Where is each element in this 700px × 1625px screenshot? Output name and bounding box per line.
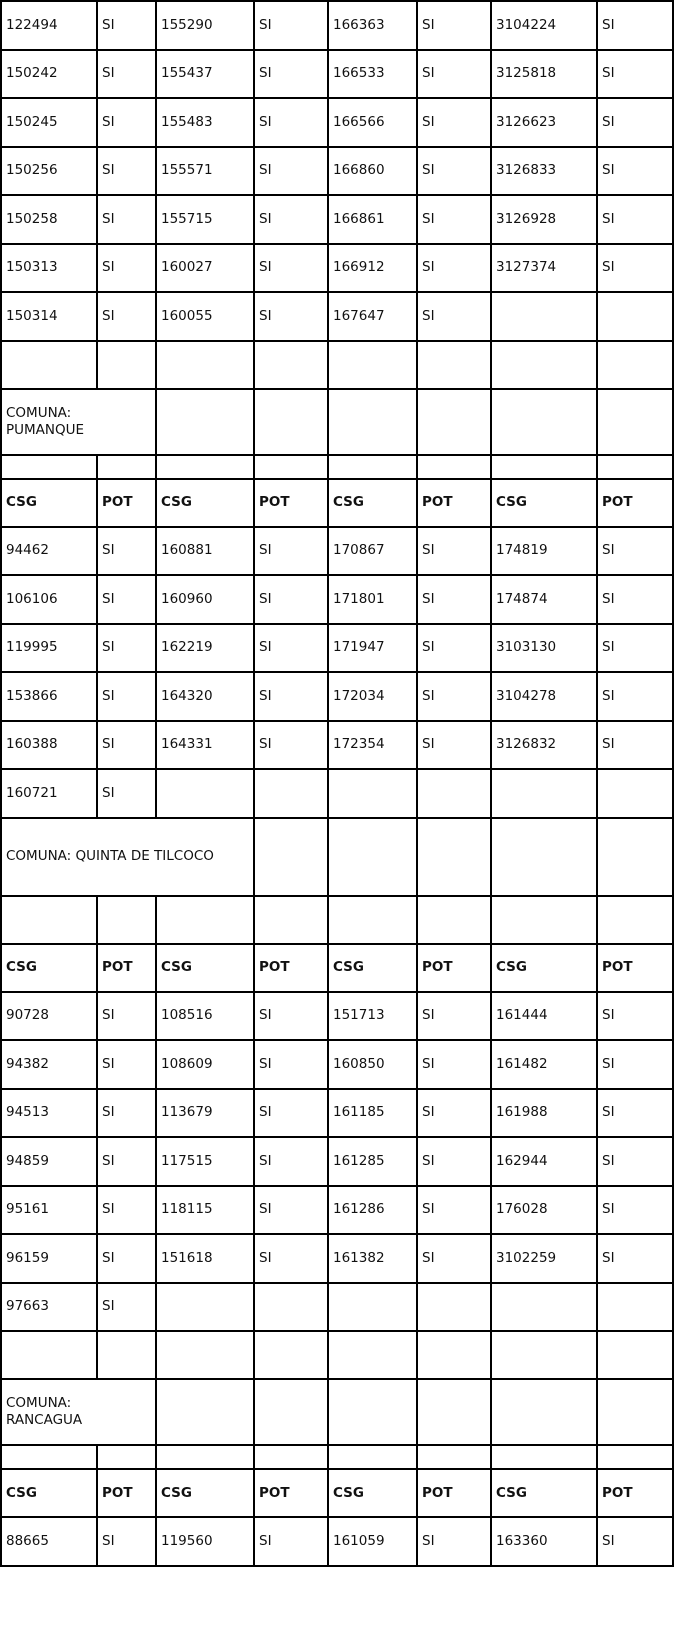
csg-cell-text: 155483 (161, 113, 213, 130)
csg-cell-text: 113679 (161, 1104, 213, 1121)
csg-cell-text: 150258 (6, 210, 58, 227)
csg-cell-text: 95161 (6, 1201, 49, 1218)
pot-cell-text: SI (259, 1152, 272, 1169)
csg-cell-text: 3127374 (496, 259, 557, 276)
pot-header-text: POT (422, 959, 453, 975)
pot-cell-text: SI (259, 542, 272, 559)
csg-cell-text: 161482 (496, 1055, 548, 1072)
pot-cell-text: SI (259, 65, 272, 82)
csg-cell-text: 172034 (333, 687, 385, 704)
csg-cell-text: 3104278 (496, 687, 557, 704)
pot-cell-text: SI (422, 1249, 435, 1266)
csg-cell-text: 161988 (496, 1104, 548, 1121)
pot-header-text: POT (602, 494, 633, 510)
pot-cell-text: SI (102, 1201, 115, 1218)
pot-cell-text: SI (602, 210, 615, 227)
pot-cell-text: SI (422, 1104, 435, 1121)
csg-cell-text: 97663 (6, 1298, 49, 1315)
csg-header-text: CSG (496, 1484, 527, 1501)
csg-cell-text: 106106 (6, 590, 58, 607)
csg-cell-text: 153866 (6, 687, 58, 704)
pot-cell-text: SI (422, 210, 435, 227)
pot-cell-text: SI (422, 1007, 435, 1024)
pot-cell-text: SI (102, 1055, 115, 1072)
csg-header-text: CSG (333, 1484, 364, 1501)
pot-cell-text: SI (102, 16, 115, 33)
csg-header-text: CSG (496, 494, 527, 510)
csg-header-text: CSG (161, 494, 192, 510)
pot-cell-text: SI (102, 259, 115, 276)
pot-header-text: POT (259, 494, 290, 510)
comuna-label-text: COMUNA: RANCAGUA (6, 1395, 83, 1428)
pot-cell-text: SI (259, 639, 272, 656)
csg-header-text: CSG (333, 959, 364, 975)
csg-cell-text: 171801 (333, 590, 385, 607)
pot-cell-text: SI (422, 639, 435, 656)
pot-cell-text: SI (259, 259, 272, 276)
pot-cell-text: SI (422, 542, 435, 559)
csg-cell-text: 176028 (496, 1201, 548, 1218)
pot-cell-text: SI (102, 687, 115, 704)
csg-cell-text: 94859 (6, 1152, 49, 1169)
csg-header-text: CSG (333, 494, 364, 510)
csg-cell-text: 160850 (333, 1055, 385, 1072)
csg-cell-text: 88665 (6, 1532, 49, 1549)
csg-cell-text: 155571 (161, 162, 213, 179)
pot-cell-text: SI (102, 210, 115, 227)
pot-cell-text: SI (259, 736, 272, 753)
csg-cell-text: 174874 (496, 590, 548, 607)
pot-cell-text: SI (102, 1249, 115, 1266)
pot-cell-text: SI (602, 1532, 615, 1549)
pot-cell-text: SI (422, 259, 435, 276)
csg-cell-text: 150245 (6, 113, 58, 130)
csg-cell-text: 150313 (6, 259, 58, 276)
pot-cell-text: SI (602, 1007, 615, 1024)
csg-cell-text: 166363 (333, 16, 385, 33)
csg-cell-text: 117515 (161, 1152, 213, 1169)
csg-cell-text: 94513 (6, 1104, 49, 1121)
csg-cell-text: 164331 (161, 736, 213, 753)
comuna-label-text: COMUNA: PUMANQUE (6, 404, 85, 438)
csg-cell-text: 94462 (6, 542, 49, 559)
comuna-label-text: COMUNA: QUINTA DE TILCOCO (6, 848, 214, 864)
pot-cell-text: SI (102, 784, 115, 801)
pot-cell-text: SI (102, 1007, 115, 1024)
csg-cell-text: 122494 (6, 16, 58, 33)
pot-cell-text: SI (259, 210, 272, 227)
csg-cell-text: 150256 (6, 162, 58, 179)
csg-cell-text: 160027 (161, 259, 213, 276)
pot-cell-text: SI (422, 162, 435, 179)
pot-cell-text: SI (422, 16, 435, 33)
pot-cell-text: SI (602, 1152, 615, 1169)
csg-cell-text: 160055 (161, 307, 213, 324)
csg-cell-text: 161059 (333, 1532, 385, 1549)
pot-cell-text: SI (422, 687, 435, 704)
pot-cell-text: SI (102, 1152, 115, 1169)
csg-cell-text: 3126832 (496, 736, 557, 753)
csg-cell-text: 172354 (333, 736, 385, 753)
csg-cell-text: 3126833 (496, 162, 557, 179)
csg-cell-text: 96159 (6, 1249, 49, 1266)
pot-cell-text: SI (602, 736, 615, 753)
csg-cell-text: 166861 (333, 210, 385, 227)
csg-cell-text: 160388 (6, 736, 58, 753)
csg-cell-text: 164320 (161, 687, 213, 704)
csg-cell-text: 90728 (6, 1007, 49, 1024)
pot-cell-text: SI (422, 1055, 435, 1072)
pot-header-text: POT (422, 494, 453, 510)
csg-cell-text: 166566 (333, 113, 385, 130)
csg-cell-text: 3104224 (496, 16, 557, 33)
pot-header-text: POT (102, 494, 133, 510)
pot-cell-text: SI (422, 307, 435, 324)
pot-cell-text: SI (602, 1055, 615, 1072)
csg-cell-text: 167647 (333, 307, 385, 324)
pot-cell-text: SI (259, 1249, 272, 1266)
csg-cell-text: 171947 (333, 639, 385, 656)
pot-cell-text: SI (102, 590, 115, 607)
pot-cell-text: SI (422, 736, 435, 753)
csg-cell-text: 170867 (333, 542, 385, 559)
pot-cell-text: SI (602, 113, 615, 130)
pot-cell-text: SI (259, 307, 272, 324)
csg-cell-text: 3126623 (496, 113, 557, 130)
pot-cell-text: SI (259, 1532, 272, 1549)
pot-cell-text: SI (602, 590, 615, 607)
pot-header-text: POT (102, 959, 133, 975)
csg-cell-text: 160881 (161, 542, 213, 559)
pot-cell-text: SI (422, 1201, 435, 1218)
pot-cell-text: SI (259, 1007, 272, 1024)
pot-cell-text: SI (602, 1249, 615, 1266)
pot-cell-text: SI (602, 65, 615, 82)
csg-cell-text: 3126928 (496, 210, 557, 227)
table-bottom-border (0, 1565, 674, 1567)
csg-header-text: CSG (6, 959, 37, 975)
pot-cell-text: SI (602, 687, 615, 704)
csg-cell-text: 119560 (161, 1532, 213, 1549)
csg-cell-text: 155715 (161, 210, 213, 227)
csg-cell-text: 119995 (6, 639, 58, 656)
pot-cell-text: SI (602, 542, 615, 559)
pot-cell-text: SI (102, 639, 115, 656)
csg-cell-text: 3102259 (496, 1249, 557, 1266)
csg-cell-text: 118115 (161, 1201, 213, 1218)
csg-cell-text: 161286 (333, 1201, 385, 1218)
pot-cell-text: SI (602, 259, 615, 276)
pot-cell-text: SI (259, 687, 272, 704)
pot-cell-text: SI (102, 1532, 115, 1549)
pot-header-text: POT (102, 1484, 133, 1501)
csg-cell-text: 161444 (496, 1007, 548, 1024)
pot-cell-text: SI (602, 162, 615, 179)
csg-cell-text: 162944 (496, 1152, 548, 1169)
pot-cell-text: SI (102, 1104, 115, 1121)
pot-cell-text: SI (259, 590, 272, 607)
csg-cell-text: 174819 (496, 542, 548, 559)
pot-header-text: POT (422, 1484, 453, 1501)
csg-header-text: CSG (161, 959, 192, 975)
pot-cell-text: SI (602, 1201, 615, 1218)
csg-cell-text: 108516 (161, 1007, 213, 1024)
csg-header-text: CSG (161, 1484, 192, 1501)
csg-cell-text: 160721 (6, 784, 58, 801)
pot-header-text: POT (259, 1484, 290, 1501)
pot-cell-text: SI (102, 162, 115, 179)
pot-header-text: POT (602, 1484, 633, 1501)
csg-cell-text: 166533 (333, 65, 385, 82)
pot-cell-text: SI (259, 1055, 272, 1072)
csg-cell-text: 155437 (161, 65, 213, 82)
csg-cell-text: 166860 (333, 162, 385, 179)
pot-header-text: POT (259, 959, 290, 975)
csg-cell-text: 150314 (6, 307, 58, 324)
csg-cell-text: 166912 (333, 259, 385, 276)
pot-cell-text: SI (422, 113, 435, 130)
csg-cell-text: 3103130 (496, 639, 557, 656)
csg-cell-text: 108609 (161, 1055, 213, 1072)
pot-cell-text: SI (102, 1298, 115, 1315)
csg-header-text: CSG (496, 959, 527, 975)
csg-cell-text: 161285 (333, 1152, 385, 1169)
pot-cell-text: SI (259, 1201, 272, 1218)
pot-cell-text: SI (602, 639, 615, 656)
csg-cell-text: 161382 (333, 1249, 385, 1266)
csg-header-text: CSG (6, 494, 37, 510)
pot-cell-text: SI (422, 65, 435, 82)
pot-cell-text: SI (602, 1104, 615, 1121)
pot-cell-text: SI (259, 113, 272, 130)
csg-cell-text: 151713 (333, 1007, 385, 1024)
pot-cell-text: SI (259, 162, 272, 179)
pot-cell-text: SI (102, 307, 115, 324)
pot-cell-text: SI (102, 542, 115, 559)
pot-cell-text: SI (102, 736, 115, 753)
csg-cell-text: 160960 (161, 590, 213, 607)
csg-cell-text: 155290 (161, 16, 213, 33)
pot-cell-text: SI (102, 113, 115, 130)
csg-cell-text: 163360 (496, 1532, 548, 1549)
csg-cell-text: 162219 (161, 639, 213, 656)
pot-cell-text: SI (259, 16, 272, 33)
pot-cell-text: SI (602, 16, 615, 33)
pot-cell-text: SI (102, 65, 115, 82)
csg-cell-text: 94382 (6, 1055, 49, 1072)
pot-header-text: POT (602, 959, 633, 975)
csg-cell-text: 151618 (161, 1249, 213, 1266)
pot-cell-text: SI (259, 1104, 272, 1121)
pot-cell-text: SI (422, 1152, 435, 1169)
csg-cell-text: 3125818 (496, 65, 557, 82)
pot-cell-text: SI (422, 1532, 435, 1549)
csg-cell-text: 150242 (6, 65, 58, 82)
csg-cell-text: 161185 (333, 1104, 385, 1121)
pot-cell-text: SI (422, 590, 435, 607)
csg-header-text: CSG (6, 1484, 37, 1501)
